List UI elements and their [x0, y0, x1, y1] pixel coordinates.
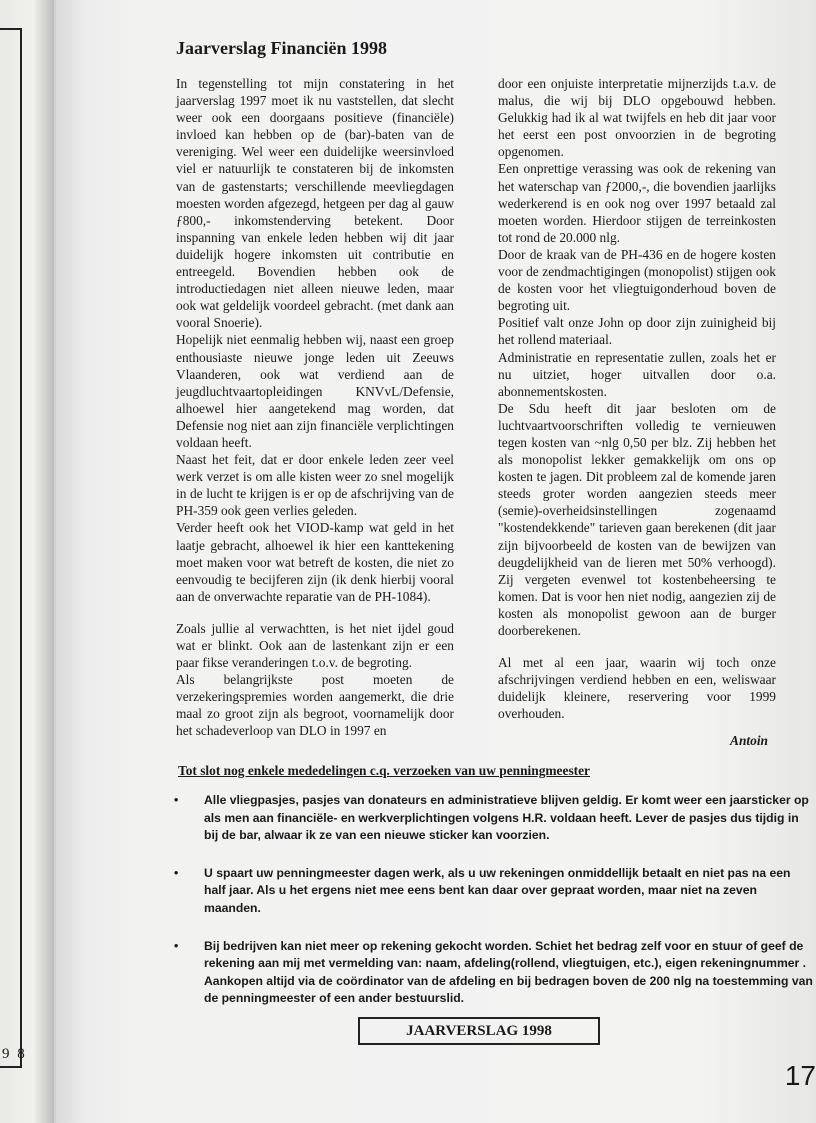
list-item — [174, 865, 814, 918]
notice-text: Bij bedrijven kan niet meer op rekening gekocht worden. Schiet het bedrag zelf voor en stuur of geef de rekening aan mij met vermelding van: naam, afdeling(rollend, vliegtuigen, etc.), eigen rekeningnummer . — [204, 938, 807, 971]
previous-page-number: 9 8 — [2, 1046, 27, 1062]
page-number: 17 — [784, 1060, 816, 1091]
left-column — [176, 75, 454, 740]
list-item — [174, 938, 814, 1008]
paragraph: Positief valt onze John op door zijn zuinigheid bij het rollend materiaal. — [498, 315, 776, 348]
report-page — [56, 0, 816, 1123]
bullet-icon: • — [174, 865, 179, 880]
notices-list — [174, 792, 814, 1028]
notice-text: U spaart uw penningmeester dagen werk, als u uw rekeningen onmiddellijk betaalt en niet pas na een half jaar. Als u het ergens niet mee eens bent kan daar over gepraat worden, maar niet na zeven maanden. — [204, 865, 791, 915]
list-item — [174, 792, 814, 845]
paragraph: Administratie en representatie zullen, zoals het er nu uitziet, hoger uitvallen door o.a. abonnementskosten. — [498, 349, 776, 399]
paragraph: Naast het feit, dat er door enkele leden zeer veel werk verzet is om alle kisten weer zo snel mogelijk in de lucht te krijgen is er op de afschrijving van de PH-359 ook geen verlies geleden. — [176, 452, 454, 519]
paragraph: Al met al een jaar, waarin wij toch onze afschrijvingen verdiend hebben en een, weliswaar duidelijk kleinere, reservering voor 1999 overhouden. — [498, 655, 776, 722]
previous-page-frame — [0, 28, 22, 1068]
paragraph: Zoals jullie al verwachtten, is het niet ijdel goud wat er blinkt. Ook aan de lastenkant zijn er een paar fikse veranderingen t.o.v. de begroting. — [176, 620, 454, 671]
paragraph: door een onjuiste interpretatie mijnerzijds t.a.v. de malus, die wij bij DLO opgebouwd hebben. Gelukkig had ik al wat twijfels en heb dit jaar voor het eerst een post onvoorzien in de begroting opgenomen. — [498, 76, 776, 160]
footer-label: JAARVERSLAG 1998 — [358, 1017, 600, 1045]
right-column — [498, 75, 776, 750]
bullet-icon: • — [174, 793, 179, 807]
paragraph: Door de kraak van de PH-436 en de hogere kosten voor de zendmachtigingen (monopolist) stijgen ook de kosten voor het vliegtuigonderhoud boven de begroting uit. — [498, 246, 776, 314]
notice-extra-text: Aankopen altijd via de coördinator van de afdeling en bij bedragen boven de 200 nlg na toestemming van de penningmeester of een ander bestuurslid. — [204, 973, 813, 1006]
paragraph: De Sdu heeft dit jaar besloten om de luchtvaartvoorschriften volledig te vernieuwen tegen kosten van ~nlg 0,50 per blz. Zij hebben het als monopolist lekker gemakkelijk om ons op kosten te jagen. Dit probleem zal de komende jaren steeds groter worden aangezien steeds meer (semie)-overheidsinstellingen zogenaamd "kostendekkende" tarieven gaan berekenen (dit jaar zijn bijvoorbeeld de kosten van de bewijzen van deugdelijkheid van de lieren met 50% verhoogd). Zij vergeten evenwel tot kostenbeheersing te komen. Dat is voor hen niet nodig, aangezien zij de kosten als monopolist gewoon aan de burger doorberekenen. — [498, 400, 776, 638]
paragraph: In tegenstelling tot mijn constatering in het jaarverslag 1997 moet ik nu vaststellen, dat slecht weer ook een doorgaans positieve (financiële) invloed kan hebben op de (bar)-baten van de vereniging. Wel weer een duidelijke weersinvloed viel er natuurlijk te constateren bij de inkomsten van de gastenstarts; verschillende meevliegdagen moesten worden afgezegd, hetgeen per dag al gauw ƒ800,- inkomstenderving betekent. Door inspanning van enkele leden hebben wij dit jaar duidelijk hogere inkomsten uit contributie en entreegeld. Bovendien hebben ook de introductiedagen niet alleen nieuwe leden, maar ook wat geldelijk voordeel gebracht. (met dank aan vooral Snoerie). — [176, 76, 454, 331]
paragraph: Als belangrijkste post moeten de verzekeringspremies worden aangemerkt, die drie maal zo groot zijn als begroot, voornamelijk door het schadeverloop van DLO in 1997 en — [176, 672, 454, 739]
page-title: Jaarverslag Financiën 1998 — [176, 38, 387, 58]
notice-text: Alle vliegpasjes, pasjes van donateurs en administratieve blijven geldig. Er komt weer een jaarsticker op als men aan financiële- en werkverplichtingen volgens H.R. voldaan heeft. Lever de pasjes dus tijdig in bij de bar, alwaar ik ze van een nieuwe sticker kan voorzien. — [204, 793, 809, 843]
paragraph: Een onprettige verassing was ook de rekening van het waterschap van ƒ2000,-, die bovendien jaarlijks wederkerend is en ook nog over 1997 betaald zal moeten worden. Hierdoor stijgen de terreinkosten tot rond de 20.000 nlg. — [498, 161, 776, 245]
notices-heading: Tot slot nog enkele mededelingen c.q. verzoeken van uw penningmeester — [178, 763, 590, 778]
paragraph: Hopelijk niet eenmalig hebben wij, naast een groep enthousiaste nieuwe jonge leden uit Zeeuws Vlaanderen, ook wat verdiend aan de jeugdluchtvaartopleidingen KNVvL/Defensie, alhoewel hier aangetekend mag worden, dat Defensie nog niet aan zijn financiële verplichtingen voldaan heeft. — [176, 332, 454, 450]
paragraph: Verder heeft ook het VIOD-kamp wat geld in het laatje gebracht, alhoewel ik hier een kanttekening moet maken voor wat betreft de kosten, die niet zo eenvoudig te becijferen zijn (ik denk hierbij vooral aan de onverwachte reparatie van de PH-1084). — [176, 520, 454, 604]
bullet-icon: • — [174, 938, 179, 953]
signature: Antoin — [730, 733, 768, 749]
previous-page-edge — [0, 0, 54, 1123]
